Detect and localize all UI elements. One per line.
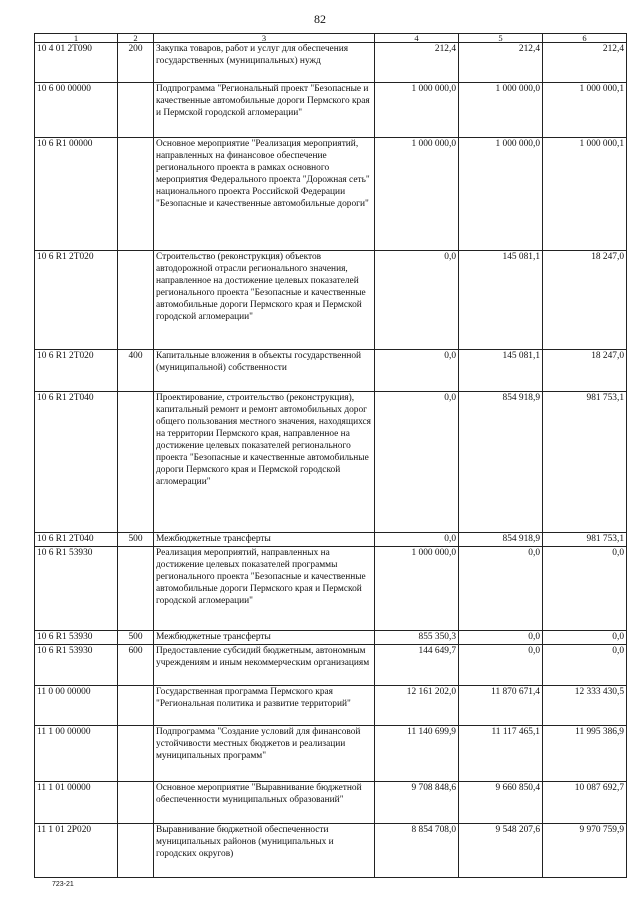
- table-row: [35, 547, 627, 631]
- row-code: 10 6 R1 53930: [35, 645, 118, 686]
- amount-col6: 12 333 430,5: [543, 686, 627, 726]
- expense-type: [118, 138, 154, 251]
- row-code: 11 0 00 00000: [35, 686, 118, 726]
- column-number-row: [35, 34, 627, 43]
- amount-col6: 0,0: [543, 645, 627, 686]
- amount-col6: 0,0: [543, 547, 627, 631]
- row-code: 10 6 R1 53930: [35, 631, 118, 645]
- row-code: 10 6 00 00000: [35, 83, 118, 138]
- row-name: Выравнивание бюджетной обеспеченности муниципальных районов (муниципальных и городских округов): [154, 824, 375, 878]
- amount-col6: 981 753,1: [543, 392, 627, 533]
- amount-col4: 9 708 848,6: [375, 782, 459, 824]
- table-row: [35, 645, 627, 686]
- column-number: 5: [459, 34, 543, 43]
- row-name: Основное мероприятие "Реализация мероприятий, направленных на финансовое обеспечение регионального проекта в рамках основного мероприятия Федерального проекта "Дорожная сеть" национального проекта Российской Федерации "Безопасные и качественные автомобильные дороги": [154, 138, 375, 251]
- amount-col5: 0,0: [459, 547, 543, 631]
- row-name: Строительство (реконструкция) объектов автодорожной отрасли регионального значения, направленное на достижение целевых показателей регионального проекта "Безопасные и качественные автомобильные дороги Пермского края и Пермской городской агломерации": [154, 251, 375, 350]
- expense-type: 500: [118, 533, 154, 547]
- table-row: [35, 631, 627, 645]
- expense-type: [118, 726, 154, 782]
- amount-col6: 981 753,1: [543, 533, 627, 547]
- column-number: 1: [35, 34, 118, 43]
- amount-col4: 0,0: [375, 533, 459, 547]
- amount-col5: 1 000 000,0: [459, 138, 543, 251]
- amount-col5: 145 081,1: [459, 350, 543, 392]
- amount-col4: 1 000 000,0: [375, 547, 459, 631]
- amount-col6: 1 000 000,1: [543, 83, 627, 138]
- row-code: 10 6 R1 2T040: [35, 533, 118, 547]
- row-name: Государственная программа Пермского края "Региональная политика и развитие территорий": [154, 686, 375, 726]
- expense-type: 600: [118, 645, 154, 686]
- table-row: [35, 43, 627, 83]
- amount-col4: 1 000 000,0: [375, 83, 459, 138]
- amount-col5: 0,0: [459, 631, 543, 645]
- amount-col5: 145 081,1: [459, 251, 543, 350]
- row-code: 11 1 00 00000: [35, 726, 118, 782]
- table-row: [35, 782, 627, 824]
- expense-type: 500: [118, 631, 154, 645]
- table-row: [35, 392, 627, 533]
- table-row: [35, 824, 627, 878]
- expense-type: [118, 686, 154, 726]
- amount-col6: 212,4: [543, 43, 627, 83]
- row-code: 10 6 R1 2T040: [35, 392, 118, 533]
- expense-type: [118, 83, 154, 138]
- column-number: 6: [543, 34, 627, 43]
- expense-type: 200: [118, 43, 154, 83]
- amount-col4: 12 161 202,0: [375, 686, 459, 726]
- amount-col6: 18 247,0: [543, 350, 627, 392]
- table-row: [35, 350, 627, 392]
- row-name: Реализация мероприятий, направленных на достижение целевых показателей программы регионального проекта "Безопасные и качественные автомобильные дороги Пермского края и Пермской городской агломерации": [154, 547, 375, 631]
- amount-col6: 1 000 000,1: [543, 138, 627, 251]
- amount-col4: 1 000 000,0: [375, 138, 459, 251]
- row-name: Основное мероприятие "Выравнивание бюджетной обеспеченности муниципальных образований": [154, 782, 375, 824]
- column-number: 3: [154, 34, 375, 43]
- amount-col4: 0,0: [375, 251, 459, 350]
- table-row: [35, 726, 627, 782]
- row-name: Проектирование, строительство (реконструкция), капитальный ремонт и ремонт автомобильных дорог общего пользования местного значения, находящихся на территории Пермского края, направленное на достижение целевых показателей регионального проекта "Безопасные и качественные автомобильные дороги Пермского края и Пермской городской агломерации": [154, 392, 375, 533]
- amount-col6: 0,0: [543, 631, 627, 645]
- amount-col4: 8 854 708,0: [375, 824, 459, 878]
- column-number: 2: [118, 34, 154, 43]
- document-code: 723-21: [52, 881, 74, 888]
- amount-col5: 11 870 671,4: [459, 686, 543, 726]
- table-row: [35, 686, 627, 726]
- row-name: Межбюджетные трансферты: [154, 533, 375, 547]
- row-code: 11 1 01 00000: [35, 782, 118, 824]
- row-name: Межбюджетные трансферты: [154, 631, 375, 645]
- row-name: Предоставление субсидий бюджетным, автономным учреждениям и иным некоммерческим организациям: [154, 645, 375, 686]
- row-code: 10 6 R1 00000: [35, 138, 118, 251]
- amount-col6: 18 247,0: [543, 251, 627, 350]
- amount-col5: 9 660 850,4: [459, 782, 543, 824]
- page-number: 82: [314, 12, 326, 26]
- amount-col5: 0,0: [459, 645, 543, 686]
- amount-col5: 212,4: [459, 43, 543, 83]
- amount-col4: 212,4: [375, 43, 459, 83]
- row-name: Капитальные вложения в объекты государственной (муниципальной) собственности: [154, 350, 375, 392]
- expense-type: [118, 824, 154, 878]
- row-code: 11 1 01 2P020: [35, 824, 118, 878]
- table-row: [35, 83, 627, 138]
- expense-type: [118, 547, 154, 631]
- row-code: 10 6 R1 2T020: [35, 350, 118, 392]
- amount-col4: 855 350,3: [375, 631, 459, 645]
- amount-col5: 9 548 207,6: [459, 824, 543, 878]
- budget-table: [34, 33, 627, 878]
- row-code: 10 6 R1 53930: [35, 547, 118, 631]
- table-row: [35, 533, 627, 547]
- row-name: Закупка товаров, работ и услуг для обеспечения государственных (муниципальных) нужд: [154, 43, 375, 83]
- amount-col5: 854 918,9: [459, 533, 543, 547]
- amount-col6: 9 970 759,9: [543, 824, 627, 878]
- amount-col4: 0,0: [375, 392, 459, 533]
- column-number: 4: [375, 34, 459, 43]
- amount-col6: 11 995 386,9: [543, 726, 627, 782]
- expense-type: [118, 392, 154, 533]
- amount-col5: 1 000 000,0: [459, 83, 543, 138]
- expense-type: 400: [118, 350, 154, 392]
- amount-col4: 0,0: [375, 350, 459, 392]
- expense-type: [118, 251, 154, 350]
- row-name: Подпрограмма "Региональный проект "Безопасные и качественные автомобильные дороги Пермского края и Пермской городской агломерации": [154, 83, 375, 138]
- row-code: 10 4 01 2T090: [35, 43, 118, 83]
- row-code: 10 6 R1 2T020: [35, 251, 118, 350]
- row-name: Подпрограмма "Создание условий для финансовой устойчивости местных бюджетов и реализации муниципальных программ": [154, 726, 375, 782]
- expense-type: [118, 782, 154, 824]
- table-row: [35, 138, 627, 251]
- amount-col4: 144 649,7: [375, 645, 459, 686]
- amount-col5: 11 117 465,1: [459, 726, 543, 782]
- amount-col6: 10 087 692,7: [543, 782, 627, 824]
- amount-col5: 854 918,9: [459, 392, 543, 533]
- amount-col4: 11 140 699,9: [375, 726, 459, 782]
- table-row: [35, 251, 627, 350]
